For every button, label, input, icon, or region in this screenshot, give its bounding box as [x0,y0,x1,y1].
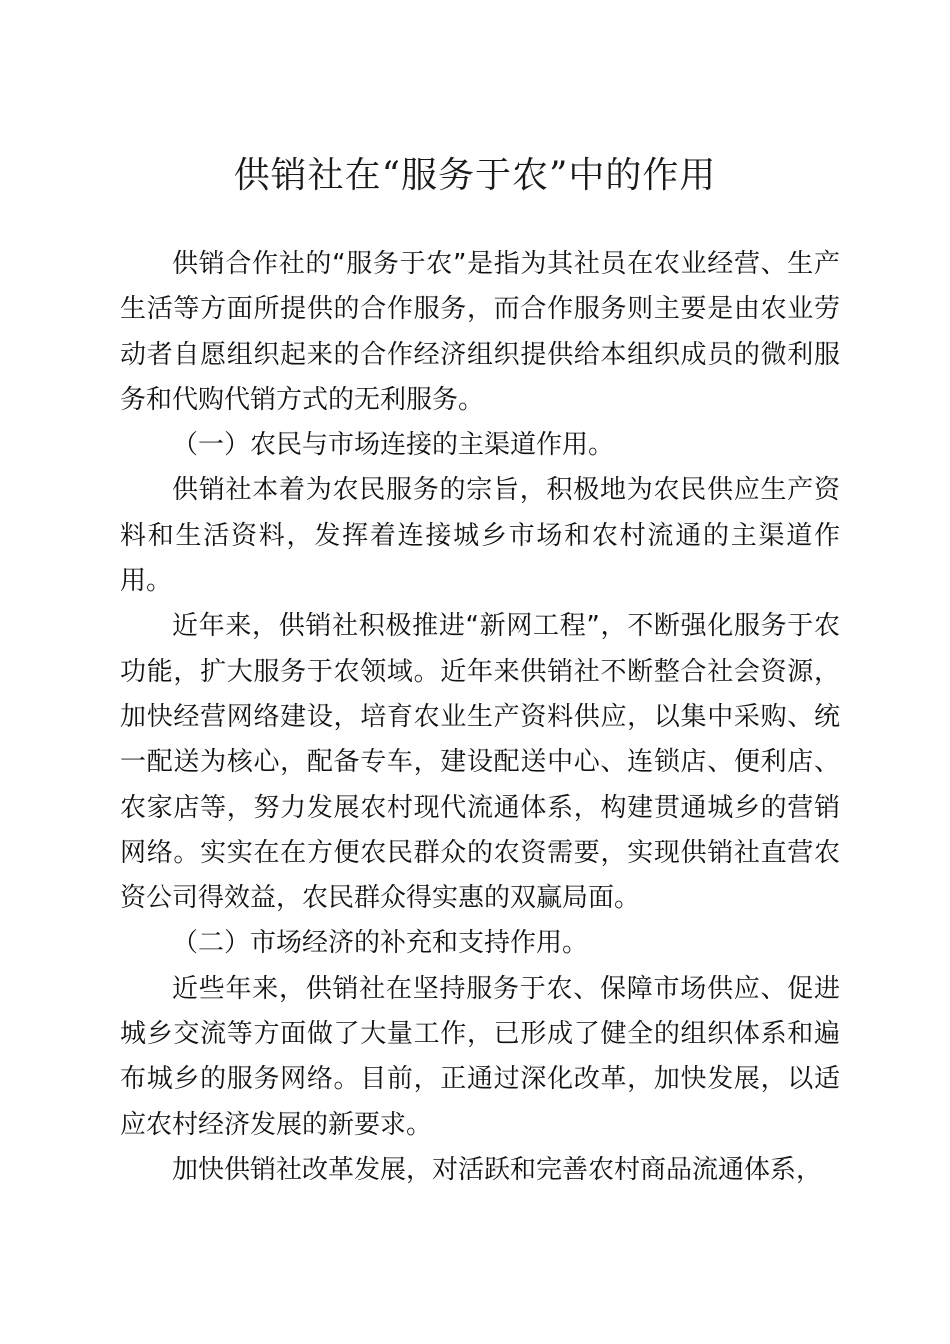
document-title: 供销社在“服务于农”中的作用 [233,155,717,196]
paragraph-reform: 加快供销社改革发展，对活跃和完善农村商品流通体系， [172,1154,823,1185]
paragraph-main-channel: 供销社本着为农民服务的宗旨，积极地为农民供应生产资料和生活资料，发挥着连接城乡市场和农村流通的主渠道作用。 [120,475,840,597]
section-heading-2: （二）市场经济的补充和支持作用。 [172,928,589,959]
paragraph-intro: 供销合作社的“服务于农”是指为其社员在农业经营、生产生活等方面所提供的合作服务，而合作服务则主要是由农业劳动者自愿组织起来的合作经济组织提供给本组织成员的微利服务和代购代销方式的无利服务。 [120,249,840,415]
document-body [120,242,840,1193]
paragraph-market-support: 近些年来，供销社在坚持服务于农、保障市场供应、促进城乡交流等方面做了大量工作，已形成了健全的组织体系和遍布城乡的服务网络。目前，正通过深化改革，加快发展，以适应农村经济发展的新要求。 [120,973,840,1140]
section-heading-1: （一）农民与市场连接的主渠道作用。 [172,430,615,461]
paragraph-new-network: 近年来，供销社积极推进“新网工程”，不断强化服务于农功能，扩大服务于农领域。近年来供销社不断整合社会资源，加快经营网络建设，培育农业生产资料供应，以集中采购、统一配送为核心，配备专车，建设配送中心、连锁店、便利店、农家店等，努力发展农村现代流通体系，构建贯通城乡的营销网络。实实在在方便农民群众的农资需要，实现供销社直营农资公司得效益，农民群众得实惠的双赢局面。 [120,611,840,914]
